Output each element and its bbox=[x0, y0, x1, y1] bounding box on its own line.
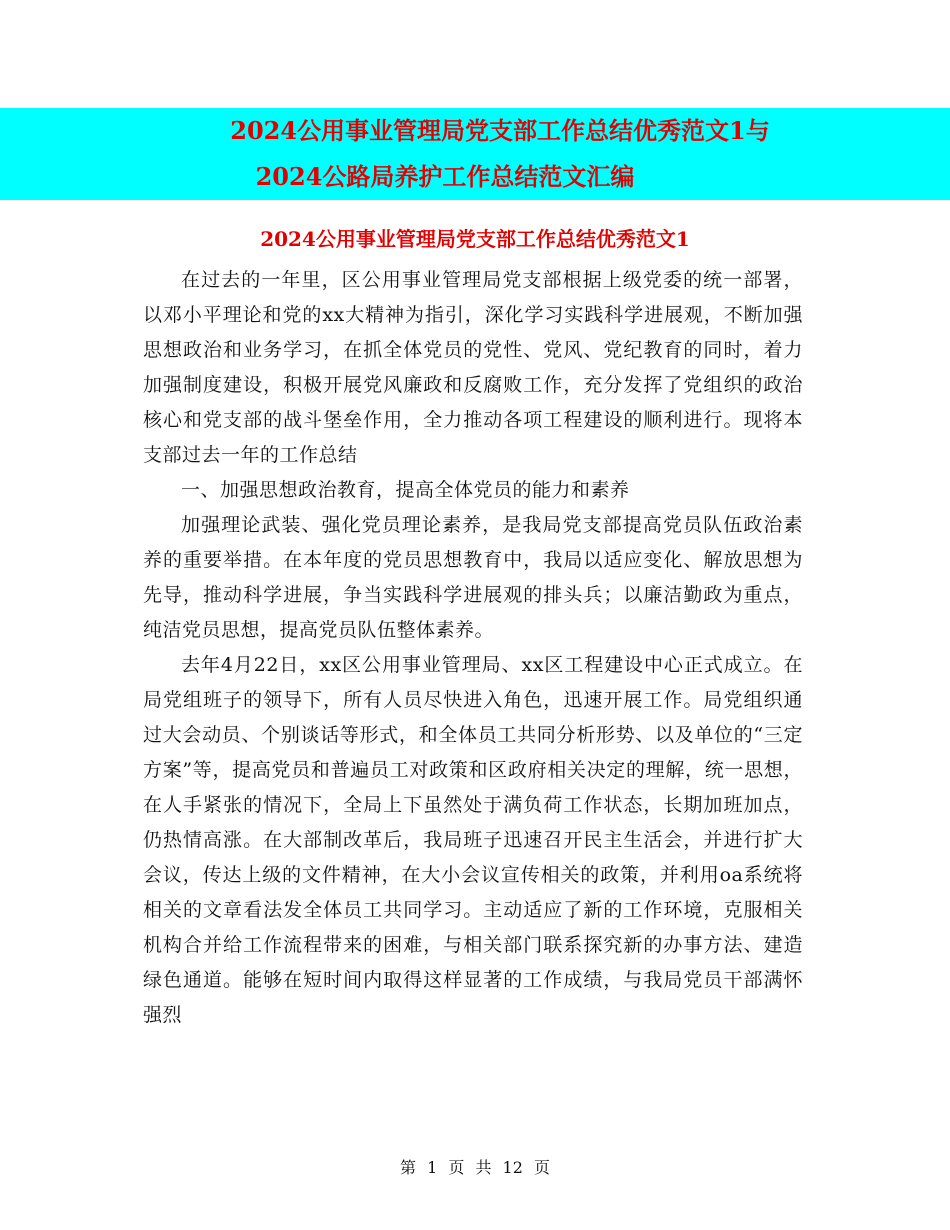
paragraph-establishment: 去年4月22日，xx区公用事业管理局、xx区工程建设中心正式成立。在局党组班子的领导下，所有人员尽快进入角色，迅速开展工作。局党组织通过大会动员、个别谈话等形式，和全体员工共同分析形势、以及单位的“三定方案”等，提高党员和普遍员工对政策和区政府相关决定的理解，统一思想，在人手紧张的情况下，全局上下虽然处于满负荷工作状态，长期加班加点，仍热情高涨。在大部制改革后，我局班子迅速召开民主生活会，并进行扩大会议，传达上级的文件精神，在大小会议宣传相关的政策，并利用oa系统将相关的文章看法发全体员工共同学习。主动适应了新的工作环境，克服相关机构合并给工作流程带来的困难，与相关部门联系探究新的办事方法、建造绿色通道。能够在短时间内取得这样显著的工作成绩，与我局党员干部满怀强烈 bbox=[143, 654, 803, 1026]
document-title bbox=[0, 108, 950, 200]
page-footer: 第 1 页 共 12 页 bbox=[400, 1158, 550, 1177]
paragraph-intro: 在过去的一年里，区公用事业管理局党支部根据上级党委的统一部署，以邓小平理论和党的xx大精神为指引，深化学习实践科学进展观，不断加强思想政治和业务学习，在抓全体党员的党性、党风、党纪教育的同时，着力加强制度建设，积极开展党风廉政和反腐败工作，充分发挥了党组织的政治核心和党支部的战斗堡垒作用，全力推动各项工程建设的顺利进行。现将本支部过去一年的工作总结 bbox=[143, 269, 803, 466]
document-title-line-2: 2024公路局养护工作总结范文汇编 bbox=[255, 162, 635, 191]
document-body bbox=[143, 263, 803, 1033]
paragraph-theory: 加强理论武装、强化党员理论素养，是我局党支部提高党员队伍政治素养的重要举措。在本年度的党员思想教育中，我局以适应变化、解放思想为先导，推动科学进展，争当实践科学进展观的排头兵；以廉洁勤政为重点，纯洁党员思想，提高党员队伍整体素养。 bbox=[143, 514, 803, 641]
section-title: 2024公用事业管理局党支部工作总结优秀范文1 bbox=[260, 227, 690, 251]
paragraph-heading-1: 一、加强思想政治教育，提高全体党员的能力和素养 bbox=[181, 479, 630, 501]
document-title-line-1: 2024公用事业管理局党支部工作总结优秀范文1与 bbox=[230, 116, 770, 145]
